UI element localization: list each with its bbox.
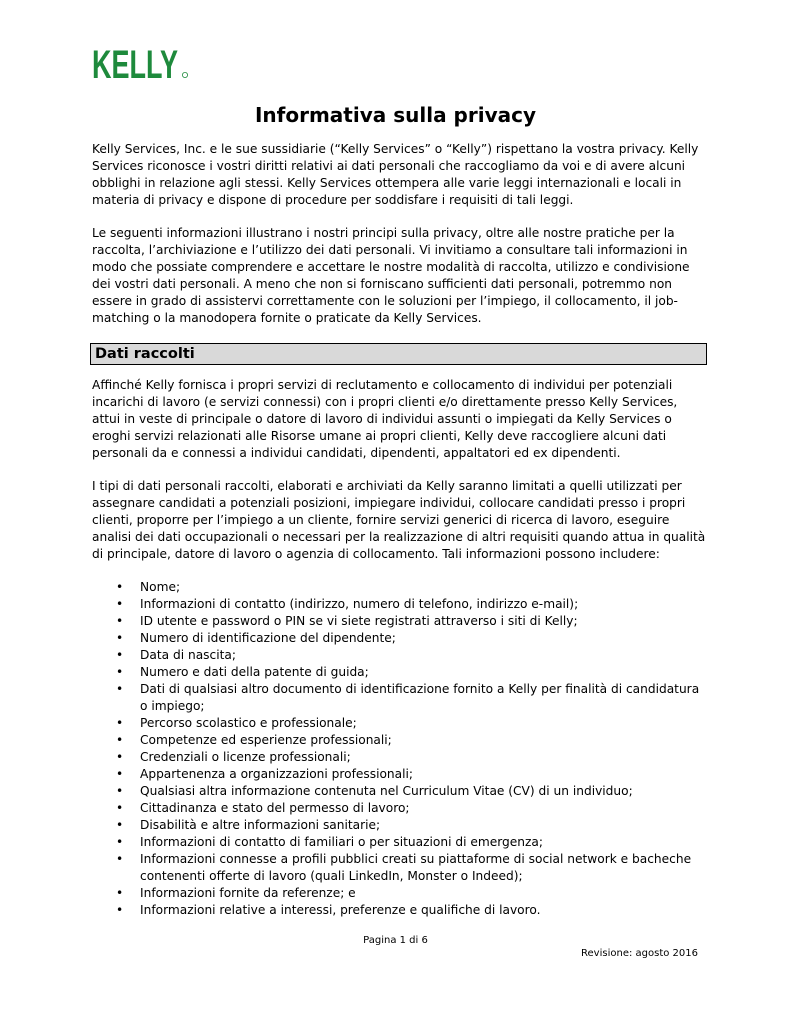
list-item-text: Numero di identificazione del dipendente; — [140, 631, 396, 645]
bullet-icon: • — [116, 665, 124, 679]
list-item — [92, 766, 707, 783]
section-heading-dati-raccolti: Dati raccolti — [90, 343, 707, 365]
list-item-text: Disabilità e altre informazioni sanitarie; — [140, 818, 381, 832]
list-item-text: Data di nascita; — [140, 648, 236, 662]
list-item — [92, 681, 707, 715]
bullet-icon: • — [116, 750, 124, 764]
bullet-icon: • — [116, 733, 124, 747]
revision-date: Revisione: agosto 2016 — [581, 948, 698, 959]
list-item-text: Qualsiasi altra informazione contenuta nel Curriculum Vitae (CV) di un individuo; — [140, 784, 633, 798]
kelly-logo — [92, 42, 192, 87]
list-item-text: ID utente e password o PIN se vi siete registrati attraverso i siti di Kelly; — [140, 614, 578, 628]
list-item-text: Cittadinanza e stato del permesso di lavoro; — [140, 801, 410, 815]
list-item-text: Informazioni di contatto di familiari o per situazioni di emergenza; — [140, 835, 543, 849]
list-item-text: Competenze ed esperienze professionali; — [140, 733, 392, 747]
bullet-icon: • — [116, 597, 124, 611]
bullet-icon: • — [116, 614, 124, 628]
bullet-icon: • — [116, 784, 124, 798]
list-item-text: Dati di qualsiasi altro documento di identificazione fornito a Kelly per finalità di candidatura o impiego; — [140, 682, 700, 713]
list-item — [92, 783, 707, 800]
bullet-icon: • — [116, 886, 124, 900]
list-item — [92, 902, 707, 919]
list-item — [92, 851, 707, 885]
list-item — [92, 749, 707, 766]
section-paragraph-2: I tipi di dati personali raccolti, elaborati e archiviati da Kelly saranno limitati a quelli utilizzati per assegnare candidati a potenziali posizioni, impiegare individui, collocare candidati presso i propri clienti, proporre per l’impiego a un cliente, fornire servizi generici di ricerca di lavoro, eseguire analisi dei dati occupazionali o necessari per la realizzazione di altri requisiti quando attua in qualità di principale, datore di lavoro o agenzia di collocamento. Tali informazioni possono includere: — [92, 479, 706, 561]
bullet-icon: • — [116, 648, 124, 662]
list-item — [92, 630, 707, 647]
list-item-text: Informazioni fornite da referenze; e — [140, 886, 356, 900]
kelly-logo-icon — [92, 42, 192, 87]
list-item-text: Informazioni relative a interessi, preferenze e qualifiche di lavoro. — [140, 903, 541, 917]
list-item — [92, 596, 707, 613]
svg-text:KELLY: KELLY — [92, 43, 179, 87]
intro-paragraph-2: Le seguenti informazioni illustrano i nostri principi sulla privacy, oltre alle nostre pratiche per la raccolta, l’archiviazione e l’utilizzo dei dati personali. Vi invitiamo a consultare tali informazioni in modo che possiate comprendere e accettare le nostre modalità di raccolta, utilizzo e condivisione dei vostri dati personali. A meno che non si forniscano sufficienti dati personali, potremmo non essere in grado di assistervi correttamente con le soluzioni per l’impiego, il collocamento, il job-matching o la manodopera fornite o praticate da Kelly Services. — [92, 226, 690, 325]
list-item-text: Numero e dati della patente di guida; — [140, 665, 369, 679]
list-item-text: Credenziali o licenze professionali; — [140, 750, 351, 764]
list-item — [92, 885, 707, 902]
list-item — [92, 579, 707, 596]
list-item — [92, 647, 707, 664]
data-types-list — [92, 579, 707, 919]
section-paragraph-1: Affinché Kelly fornisca i propri servizi di reclutamento e collocamento di individui per potenziali incarichi di lavoro (e servizi connessi) con i propri clienti e/o direttamente presso Kelly Services, attui in veste di principale o datore di lavoro di individui assunti o impiegati da Kelly Services o eroghi servizi relazionati alle Risorse umane ai propri clienti, Kelly deve raccogliere alcuni dati personali da e connessi a individui candidati, dipendenti, appaltatori ed ex dipendenti. — [92, 378, 678, 460]
bullet-icon: • — [116, 818, 124, 832]
list-item-text: Percorso scolastico e professionale; — [140, 716, 357, 730]
list-item — [92, 715, 707, 732]
list-item-text: Informazioni di contatto (indirizzo, numero di telefono, indirizzo e-mail); — [140, 597, 579, 611]
bullet-icon: • — [116, 580, 124, 594]
document-body — [92, 141, 707, 919]
list-item — [92, 834, 707, 851]
list-item-text: Nome; — [140, 580, 181, 594]
bullet-icon: • — [116, 852, 124, 866]
page-number: Pagina 1 di 6 — [363, 935, 428, 946]
bullet-icon: • — [116, 801, 124, 815]
bullet-icon: • — [116, 767, 124, 781]
list-item — [92, 664, 707, 681]
list-item-text: Appartenenza a organizzazioni professionali; — [140, 767, 413, 781]
list-item-text: Informazioni connesse a profili pubblici creati su piattaforme di social network e bacheche contenenti offerte di lavoro (quali LinkedIn, Monster o Indeed); — [140, 852, 692, 883]
list-item — [92, 613, 707, 630]
intro-paragraph-1: Kelly Services, Inc. e le sue sussidiarie (“Kelly Services” o “Kelly”) rispettano la vostra privacy. Kelly Services riconosce i vostri diritti relativi ai dati personali che raccogliamo da voi e di avere alcuni obblighi in relazione agli stessi. Kelly Services ottempera alle varie leggi internazionali e locali in materia di privacy e dispone di procedure per soddisfare i requisiti di tali leggi. — [92, 142, 699, 207]
bullet-icon: • — [116, 631, 124, 645]
bullet-icon: • — [116, 903, 124, 917]
list-item — [92, 817, 707, 834]
page-title: Informativa sulla privacy — [254, 103, 536, 127]
list-item — [92, 800, 707, 817]
bullet-icon: • — [116, 682, 124, 696]
bullet-icon: • — [116, 835, 124, 849]
list-item — [92, 732, 707, 749]
bullet-icon: • — [116, 716, 124, 730]
